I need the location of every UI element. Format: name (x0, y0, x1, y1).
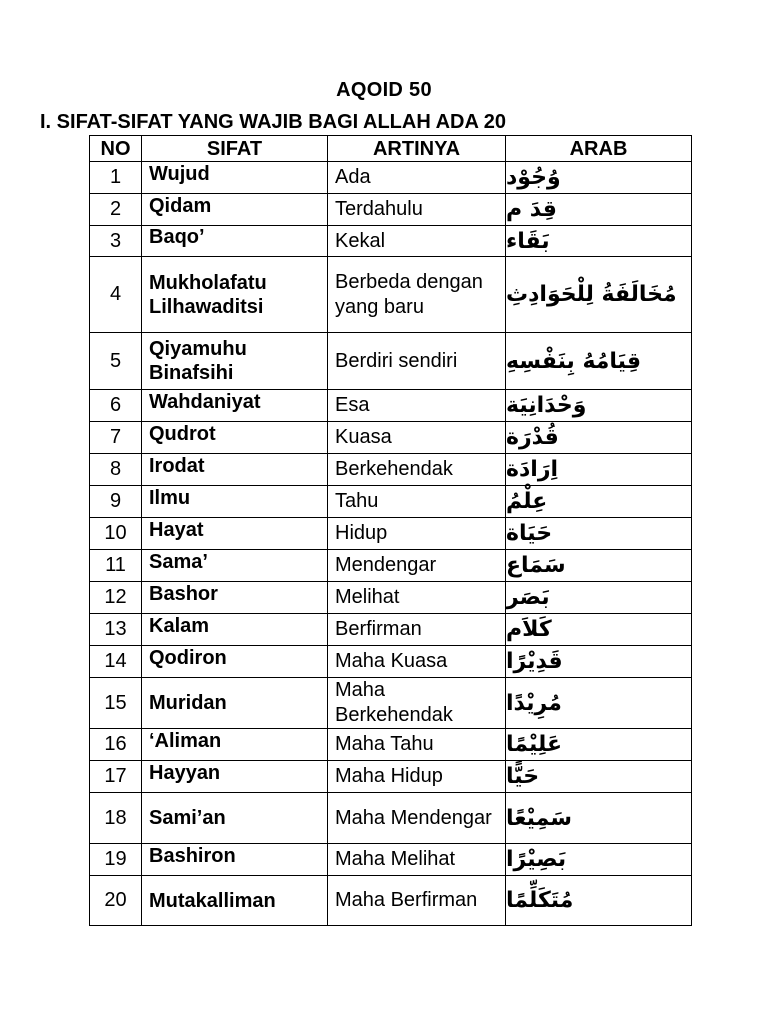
table-row (90, 678, 692, 729)
arab-cell: حَيَاة (506, 518, 692, 550)
table-row (90, 518, 692, 550)
row-number: 19 (90, 844, 142, 876)
sifat-name: Bashor (149, 582, 218, 605)
row-number: 12 (90, 582, 142, 614)
sifat-table (89, 135, 692, 926)
sifat-cell (142, 614, 328, 646)
sifat-name: Irodat (149, 454, 205, 477)
table-header-row (90, 136, 692, 162)
sifat-name: Kalam (149, 614, 210, 637)
arab-cell: قِدَ م (506, 194, 692, 226)
sifat-name: Mukholafatu Lilhawaditsi (149, 271, 267, 318)
sifat-cell (142, 486, 328, 518)
sifat-name: Qudrot (149, 422, 216, 445)
artinya-cell: Maha Berfirman (328, 876, 506, 926)
arab-cell: بَصَر (506, 582, 692, 614)
row-number: 3 (90, 226, 142, 257)
table-row (90, 844, 692, 876)
sifat-cell (142, 550, 328, 582)
artinya-cell: Melihat (328, 582, 506, 614)
row-number: 11 (90, 550, 142, 582)
row-number: 2 (90, 194, 142, 226)
sifat-cell (142, 761, 328, 793)
sifat-name: Baqo’ (149, 226, 205, 248)
table-row (90, 550, 692, 582)
arab-cell: عَلِيْمًا (506, 729, 692, 761)
sifat-cell (142, 844, 328, 876)
artinya-cell: Terdahulu (328, 194, 506, 226)
artinya-cell: Berfirman (328, 614, 506, 646)
artinya-cell: Maha Hidup (328, 761, 506, 793)
column-header-artinya: ARTINYA (328, 136, 506, 162)
row-number: 18 (90, 793, 142, 844)
arab-cell: سَمَاع (506, 550, 692, 582)
sifat-name: Muridan (149, 692, 227, 714)
sifat-cell (142, 678, 328, 729)
document-title: AQOID 50 (336, 79, 432, 101)
row-number: 6 (90, 390, 142, 422)
table-row (90, 422, 692, 454)
artinya-cell: Maha Kuasa (328, 646, 506, 678)
table-row (90, 582, 692, 614)
arab-cell: سَمِيْعًا (506, 793, 692, 844)
sifat-name: Bashiron (149, 844, 236, 867)
arab-cell: وَحْدَانِيَة (506, 390, 692, 422)
table-row (90, 761, 692, 793)
sifat-name: Wujud (149, 162, 210, 185)
sifat-name: Ilmu (149, 486, 191, 509)
table-row (90, 646, 692, 678)
row-number: 1 (90, 162, 142, 194)
arab-cell: عِلْمُ (506, 486, 692, 518)
table-row (90, 226, 692, 257)
artinya-cell: Berkehendak (328, 454, 506, 486)
artinya-cell: Maha Mendengar (328, 793, 506, 844)
arab-cell: قُدْرَة (506, 422, 692, 454)
sifat-name: Sami’an (149, 807, 226, 829)
column-header-arab: ARAB (506, 136, 692, 162)
sifat-name: Qidam (149, 194, 212, 217)
table-row (90, 194, 692, 226)
sifat-cell (142, 422, 328, 454)
row-number: 9 (90, 486, 142, 518)
sifat-cell (142, 582, 328, 614)
section-heading: I. SIFAT-SIFAT YANG WAJIB BAGI ALLAH ADA 20 (40, 111, 506, 133)
table-row (90, 614, 692, 646)
sifat-cell (142, 257, 328, 333)
arab-cell: مُخَالَفَةُ لِلْحَوَادِثِ (506, 257, 692, 333)
sifat-cell (142, 454, 328, 486)
arab-cell: كَلاَم (506, 614, 692, 646)
sifat-cell (142, 390, 328, 422)
table-row (90, 486, 692, 518)
sifat-name: Qodiron (149, 646, 227, 669)
sifat-cell (142, 162, 328, 194)
row-number: 20 (90, 876, 142, 926)
sifat-cell (142, 876, 328, 926)
row-number: 16 (90, 729, 142, 761)
artinya-cell: Kuasa (328, 422, 506, 454)
arab-cell: اِرَادَة (506, 454, 692, 486)
sifat-cell (142, 793, 328, 844)
table-row (90, 454, 692, 486)
artinya-cell: Ada (328, 162, 506, 194)
row-number: 15 (90, 678, 142, 729)
table-row (90, 729, 692, 761)
arab-cell: بَقَاء (506, 226, 692, 257)
sifat-name: Sama’ (149, 550, 208, 573)
sifat-name: Hayat (149, 518, 204, 541)
sifat-cell (142, 333, 328, 390)
row-number: 13 (90, 614, 142, 646)
sifat-cell (142, 226, 328, 257)
artinya-cell: Mendengar (328, 550, 506, 582)
sifat-name: Wahdaniyat (149, 390, 261, 413)
artinya-cell: Hidup (328, 518, 506, 550)
arab-cell: قِيَامُهُ بِنَفْسِهِ (506, 333, 692, 390)
column-header-no: NO (90, 136, 142, 162)
artinya-cell: Maha Tahu (328, 729, 506, 761)
row-number: 17 (90, 761, 142, 793)
sifat-name: Qiyamuhu Binafsihi (149, 338, 247, 384)
arab-cell: بَصِيْرًا (506, 844, 692, 876)
sifat-cell (142, 194, 328, 226)
table-row (90, 793, 692, 844)
row-number: 4 (90, 257, 142, 333)
artinya-cell: Maha Berkehendak (328, 678, 506, 729)
table-row (90, 333, 692, 390)
artinya-cell: Esa (328, 390, 506, 422)
artinya-cell: Tahu (328, 486, 506, 518)
row-number: 5 (90, 333, 142, 390)
artinya-cell: Berbeda dengan yang baru (328, 257, 506, 333)
sifat-name: Hayyan (149, 761, 221, 784)
arab-cell: مُرِيْدًا (506, 678, 692, 729)
sifat-cell (142, 518, 328, 550)
row-number: 14 (90, 646, 142, 678)
artinya-cell: Maha Melihat (328, 844, 506, 876)
table-row (90, 876, 692, 926)
arab-cell: قَدِيْرًا (506, 646, 692, 678)
sifat-name: Mutakalliman (149, 889, 276, 912)
row-number: 7 (90, 422, 142, 454)
table-row (90, 162, 692, 194)
column-header-sifat: SIFAT (142, 136, 328, 162)
sifat-name: ‘Aliman (149, 729, 222, 752)
row-number: 8 (90, 454, 142, 486)
table-row (90, 257, 692, 333)
artinya-cell: Berdiri sendiri (328, 333, 506, 390)
arab-cell: وُجُوْد (506, 162, 692, 194)
arab-cell: حَيًّا (506, 761, 692, 793)
table-row (90, 390, 692, 422)
artinya-cell: Kekal (328, 226, 506, 257)
row-number: 10 (90, 518, 142, 550)
sifat-cell (142, 729, 328, 761)
sifat-cell (142, 646, 328, 678)
arab-cell: مُتَكَلِّمًا (506, 876, 692, 926)
